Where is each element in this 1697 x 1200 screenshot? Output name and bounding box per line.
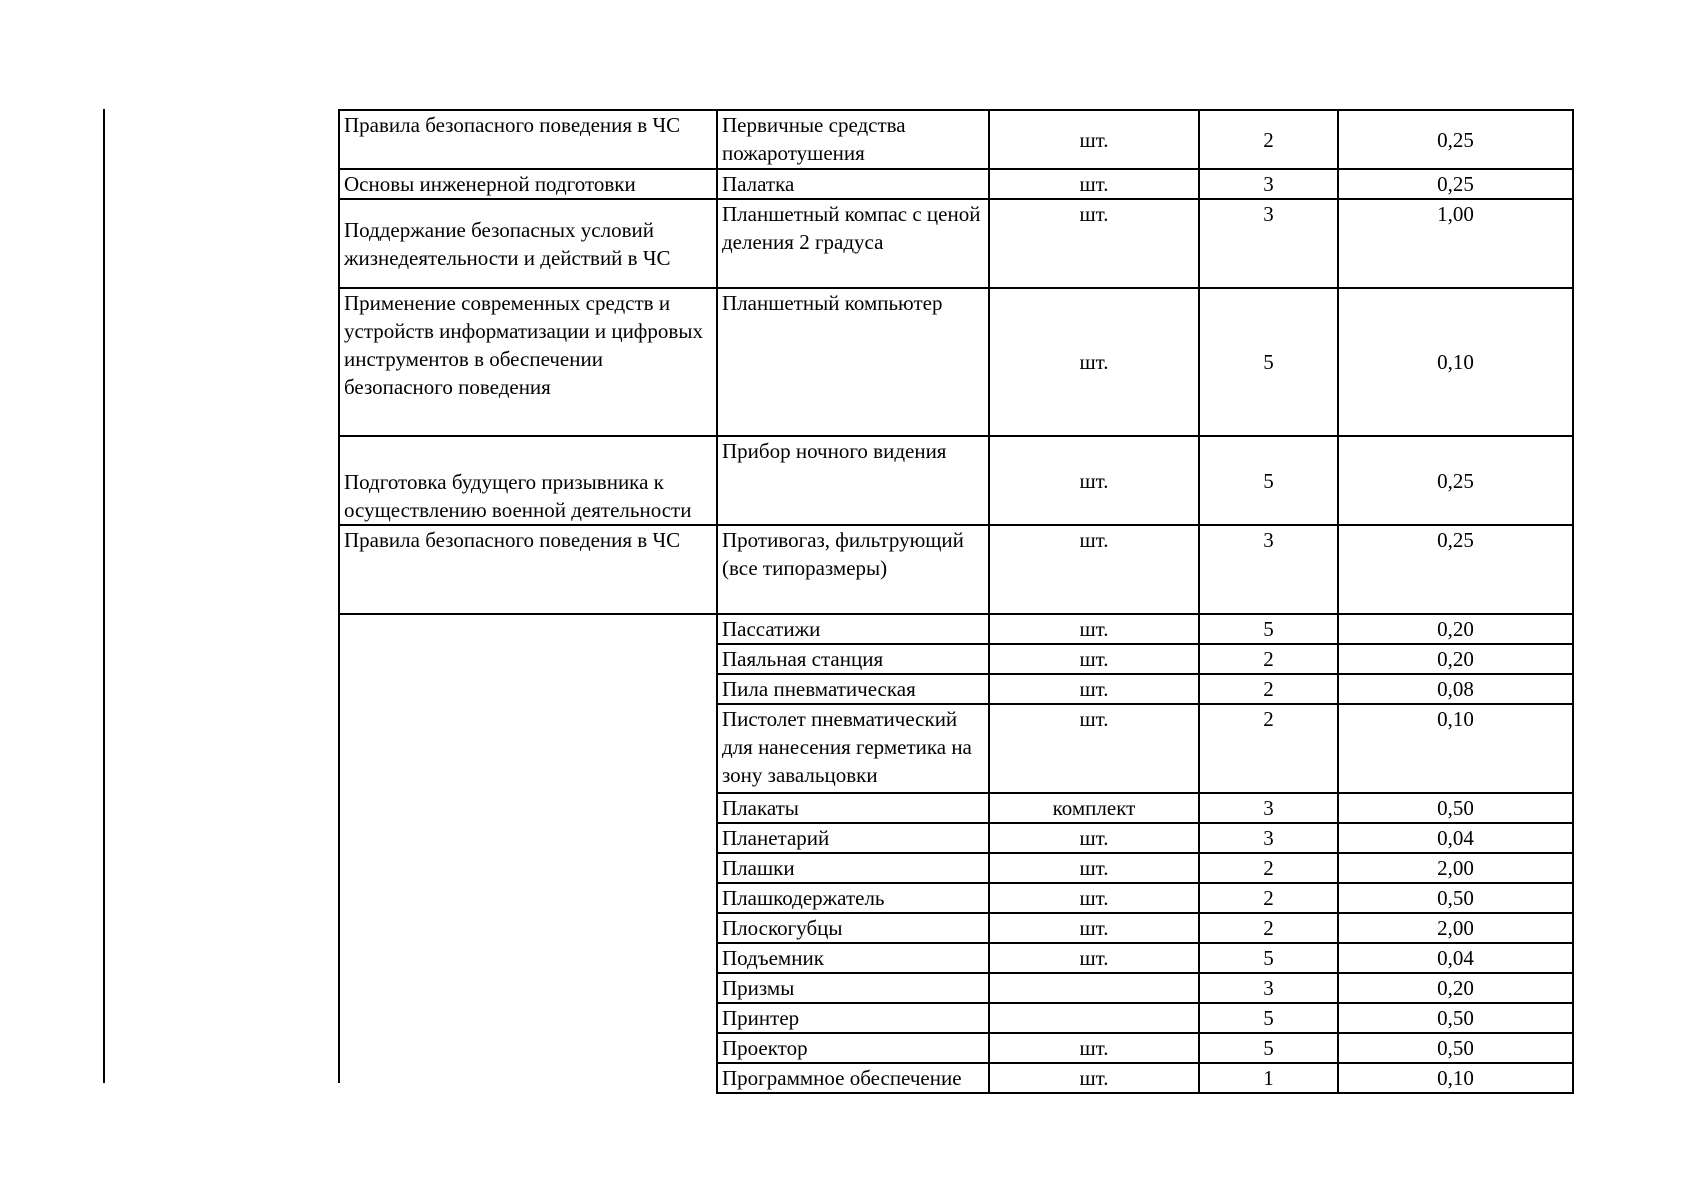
- qty-cell: 3: [1199, 525, 1338, 614]
- norm-cell: 0,08: [1338, 674, 1573, 704]
- equipment-table: [338, 109, 1574, 1094]
- qty-cell: 3: [1199, 199, 1338, 288]
- qty-cell: 2: [1199, 704, 1338, 793]
- qty-cell: 2: [1199, 883, 1338, 913]
- qty-cell: 3: [1199, 169, 1338, 199]
- section-cell: Основы инженерной подготовки: [339, 169, 717, 199]
- unit-cell: шт.: [989, 1033, 1199, 1063]
- unit-cell: шт.: [989, 913, 1199, 943]
- item-cell: Программное обеспечение: [717, 1063, 989, 1093]
- item-cell: Пассатижи: [717, 614, 989, 644]
- unit-cell: шт.: [989, 644, 1199, 674]
- qty-cell: 5: [1199, 1003, 1338, 1033]
- unit-cell: шт.: [989, 288, 1199, 436]
- item-cell: Плакаты: [717, 793, 989, 823]
- item-cell: Планшетный компас с ценой деления 2 градуса: [717, 199, 989, 288]
- norm-cell: 0,10: [1338, 1063, 1573, 1093]
- item-cell: Паяльная станция: [717, 644, 989, 674]
- qty-cell: 3: [1199, 973, 1338, 1003]
- item-cell: Пистолет пневматический для нанесения герметика на зону завальцовки: [717, 704, 989, 793]
- unit-cell: шт.: [989, 436, 1199, 525]
- unit-cell: шт.: [989, 853, 1199, 883]
- norm-cell: 0,20: [1338, 614, 1573, 644]
- qty-cell: 2: [1199, 674, 1338, 704]
- section-cell: Правила безопасного поведения в ЧС: [339, 525, 717, 614]
- table-row: [339, 288, 1573, 436]
- norm-cell: 0,04: [1338, 823, 1573, 853]
- qty-cell: 3: [1199, 823, 1338, 853]
- unit-cell: шт.: [989, 943, 1199, 973]
- norm-cell: 0,04: [1338, 943, 1573, 973]
- norm-cell: 2,00: [1338, 853, 1573, 883]
- table-row: [339, 436, 1573, 525]
- unit-cell: шт.: [989, 883, 1199, 913]
- item-cell: Пила пневматическая: [717, 674, 989, 704]
- item-cell: Принтер: [717, 1003, 989, 1033]
- qty-cell: 5: [1199, 943, 1338, 973]
- item-cell: Планетарий: [717, 823, 989, 853]
- norm-cell: 0,25: [1338, 110, 1573, 169]
- item-cell: Палатка: [717, 169, 989, 199]
- qty-cell: 5: [1199, 614, 1338, 644]
- qty-cell: 5: [1199, 1033, 1338, 1063]
- table-row: [339, 169, 1573, 199]
- unit-cell: шт.: [989, 674, 1199, 704]
- table-row: [339, 525, 1573, 614]
- norm-cell: 0,50: [1338, 1033, 1573, 1063]
- unit-cell: шт.: [989, 614, 1199, 644]
- item-cell: Планшетный компьютер: [717, 288, 989, 436]
- qty-cell: 2: [1199, 853, 1338, 883]
- unit-cell: шт.: [989, 704, 1199, 793]
- norm-cell: 0,50: [1338, 883, 1573, 913]
- unit-cell: шт.: [989, 823, 1199, 853]
- item-cell: Противогаз, фильтрующий (все типоразмеры): [717, 525, 989, 614]
- unit-cell: шт.: [989, 525, 1199, 614]
- norm-cell: 0,25: [1338, 169, 1573, 199]
- unit-cell: шт.: [989, 110, 1199, 169]
- item-cell: Проектор: [717, 1033, 989, 1063]
- norm-cell: 0,50: [1338, 1003, 1573, 1033]
- norm-cell: 0,50: [1338, 793, 1573, 823]
- table-row: [339, 614, 1573, 644]
- unit-cell: комплект: [989, 793, 1199, 823]
- norm-cell: 0,20: [1338, 644, 1573, 674]
- unit-cell: шт.: [989, 199, 1199, 288]
- norm-cell: 0,10: [1338, 288, 1573, 436]
- norm-cell: 1,00: [1338, 199, 1573, 288]
- qty-cell: 2: [1199, 913, 1338, 943]
- norm-cell: 0,25: [1338, 525, 1573, 614]
- table-left-edge-line: [338, 609, 340, 1083]
- unit-cell: [989, 1003, 1199, 1033]
- item-cell: Первичные средства пожаротушения: [717, 110, 989, 169]
- section-cell: Правила безопасного поведения в ЧС: [339, 110, 717, 169]
- page-margin-line: [103, 109, 105, 1083]
- qty-cell: 5: [1199, 288, 1338, 436]
- qty-cell: 1: [1199, 1063, 1338, 1093]
- qty-cell: 5: [1199, 436, 1338, 525]
- item-cell: Плашкодержатель: [717, 883, 989, 913]
- norm-cell: 0,10: [1338, 704, 1573, 793]
- section-cell: Подготовка будущего призывника к осуществлению военной деятельности: [339, 436, 717, 525]
- unit-cell: шт.: [989, 1063, 1199, 1093]
- table-row: [339, 110, 1573, 169]
- item-cell: Прибор ночного видения: [717, 436, 989, 525]
- qty-cell: 3: [1199, 793, 1338, 823]
- unit-cell: [989, 973, 1199, 1003]
- item-cell: Плоскогубцы: [717, 913, 989, 943]
- item-cell: Призмы: [717, 973, 989, 1003]
- norm-cell: 0,20: [1338, 973, 1573, 1003]
- item-cell: Подъемник: [717, 943, 989, 973]
- norm-cell: 2,00: [1338, 913, 1573, 943]
- section-cell: Поддержание безопасных условий жизнедеятельности и действий в ЧС: [339, 199, 717, 288]
- section-cell-empty: [339, 614, 717, 1093]
- norm-cell: 0,25: [1338, 436, 1573, 525]
- table-row: [339, 199, 1573, 288]
- qty-cell: 2: [1199, 110, 1338, 169]
- item-cell: Плашки: [717, 853, 989, 883]
- section-cell: Применение современных средств и устройств информатизации и цифровых инструментов в обеспечении безопасного поведения: [339, 288, 717, 436]
- qty-cell: 2: [1199, 644, 1338, 674]
- unit-cell: шт.: [989, 169, 1199, 199]
